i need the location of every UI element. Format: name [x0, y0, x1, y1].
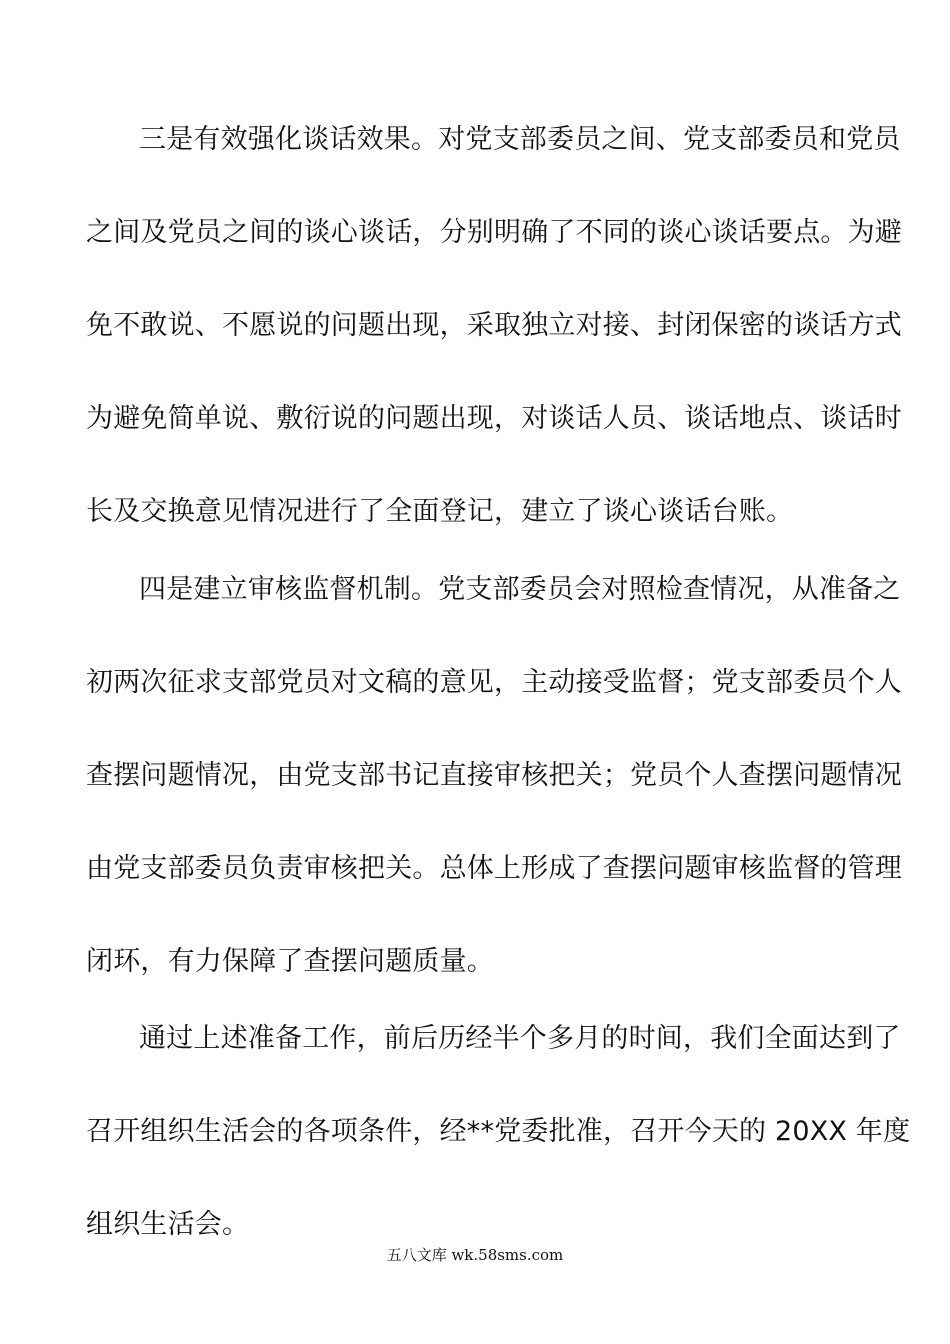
paragraph-1-line-4: 为避免简单说、敷衍说的问题出现，对谈话人员、谈话地点、谈话时: [86, 403, 902, 434]
paragraph-2-line-2: 初两次征求支部党员对文稿的意见，主动接受监督；党支部委员个人: [86, 667, 902, 698]
paragraph-1-line-1: 三是有效强化谈话效果。对党支部委员之间、党支部委员和党员: [139, 124, 901, 155]
footer-source-text: 五八文库 wk.58sms.com: [386, 1246, 564, 1264]
paragraph-2-line-1: 四是建立审核监督机制。党支部委员会对照检查情况，从准备之: [139, 574, 901, 605]
paragraph-2-line-4: 由党支部委员负责审核把关。总体上形成了查摆问题审核监督的管理: [86, 853, 902, 884]
paragraph-1-line-5: 长及交换意见情况进行了全面登记，建立了谈心谈话台账。: [86, 496, 794, 527]
paragraph-2-line-3: 查摆问题情况，由党支部书记直接审核把关；党员个人查摆问题情况: [86, 760, 902, 791]
paragraph-3-line-3: 组织生活会。: [86, 1209, 250, 1240]
paragraph-2-line-5: 闭环，有力保障了查摆问题质量。: [86, 946, 494, 977]
paragraph-3-line-2: 召开组织生活会的各项条件，经**党委批准，召开今天的 20XX 年度: [86, 1116, 911, 1147]
paragraph-3-line-1: 通过上述准备工作，前后历经半个多月的时间，我们全面达到了: [139, 1023, 901, 1054]
paragraph-1-line-2: 之间及党员之间的谈心谈话，分别明确了不同的谈心谈话要点。为避: [86, 217, 902, 248]
paragraph-1-line-3: 免不敢说、不愿说的问题出现，采取独立对接、封闭保密的谈话方式: [86, 310, 902, 341]
